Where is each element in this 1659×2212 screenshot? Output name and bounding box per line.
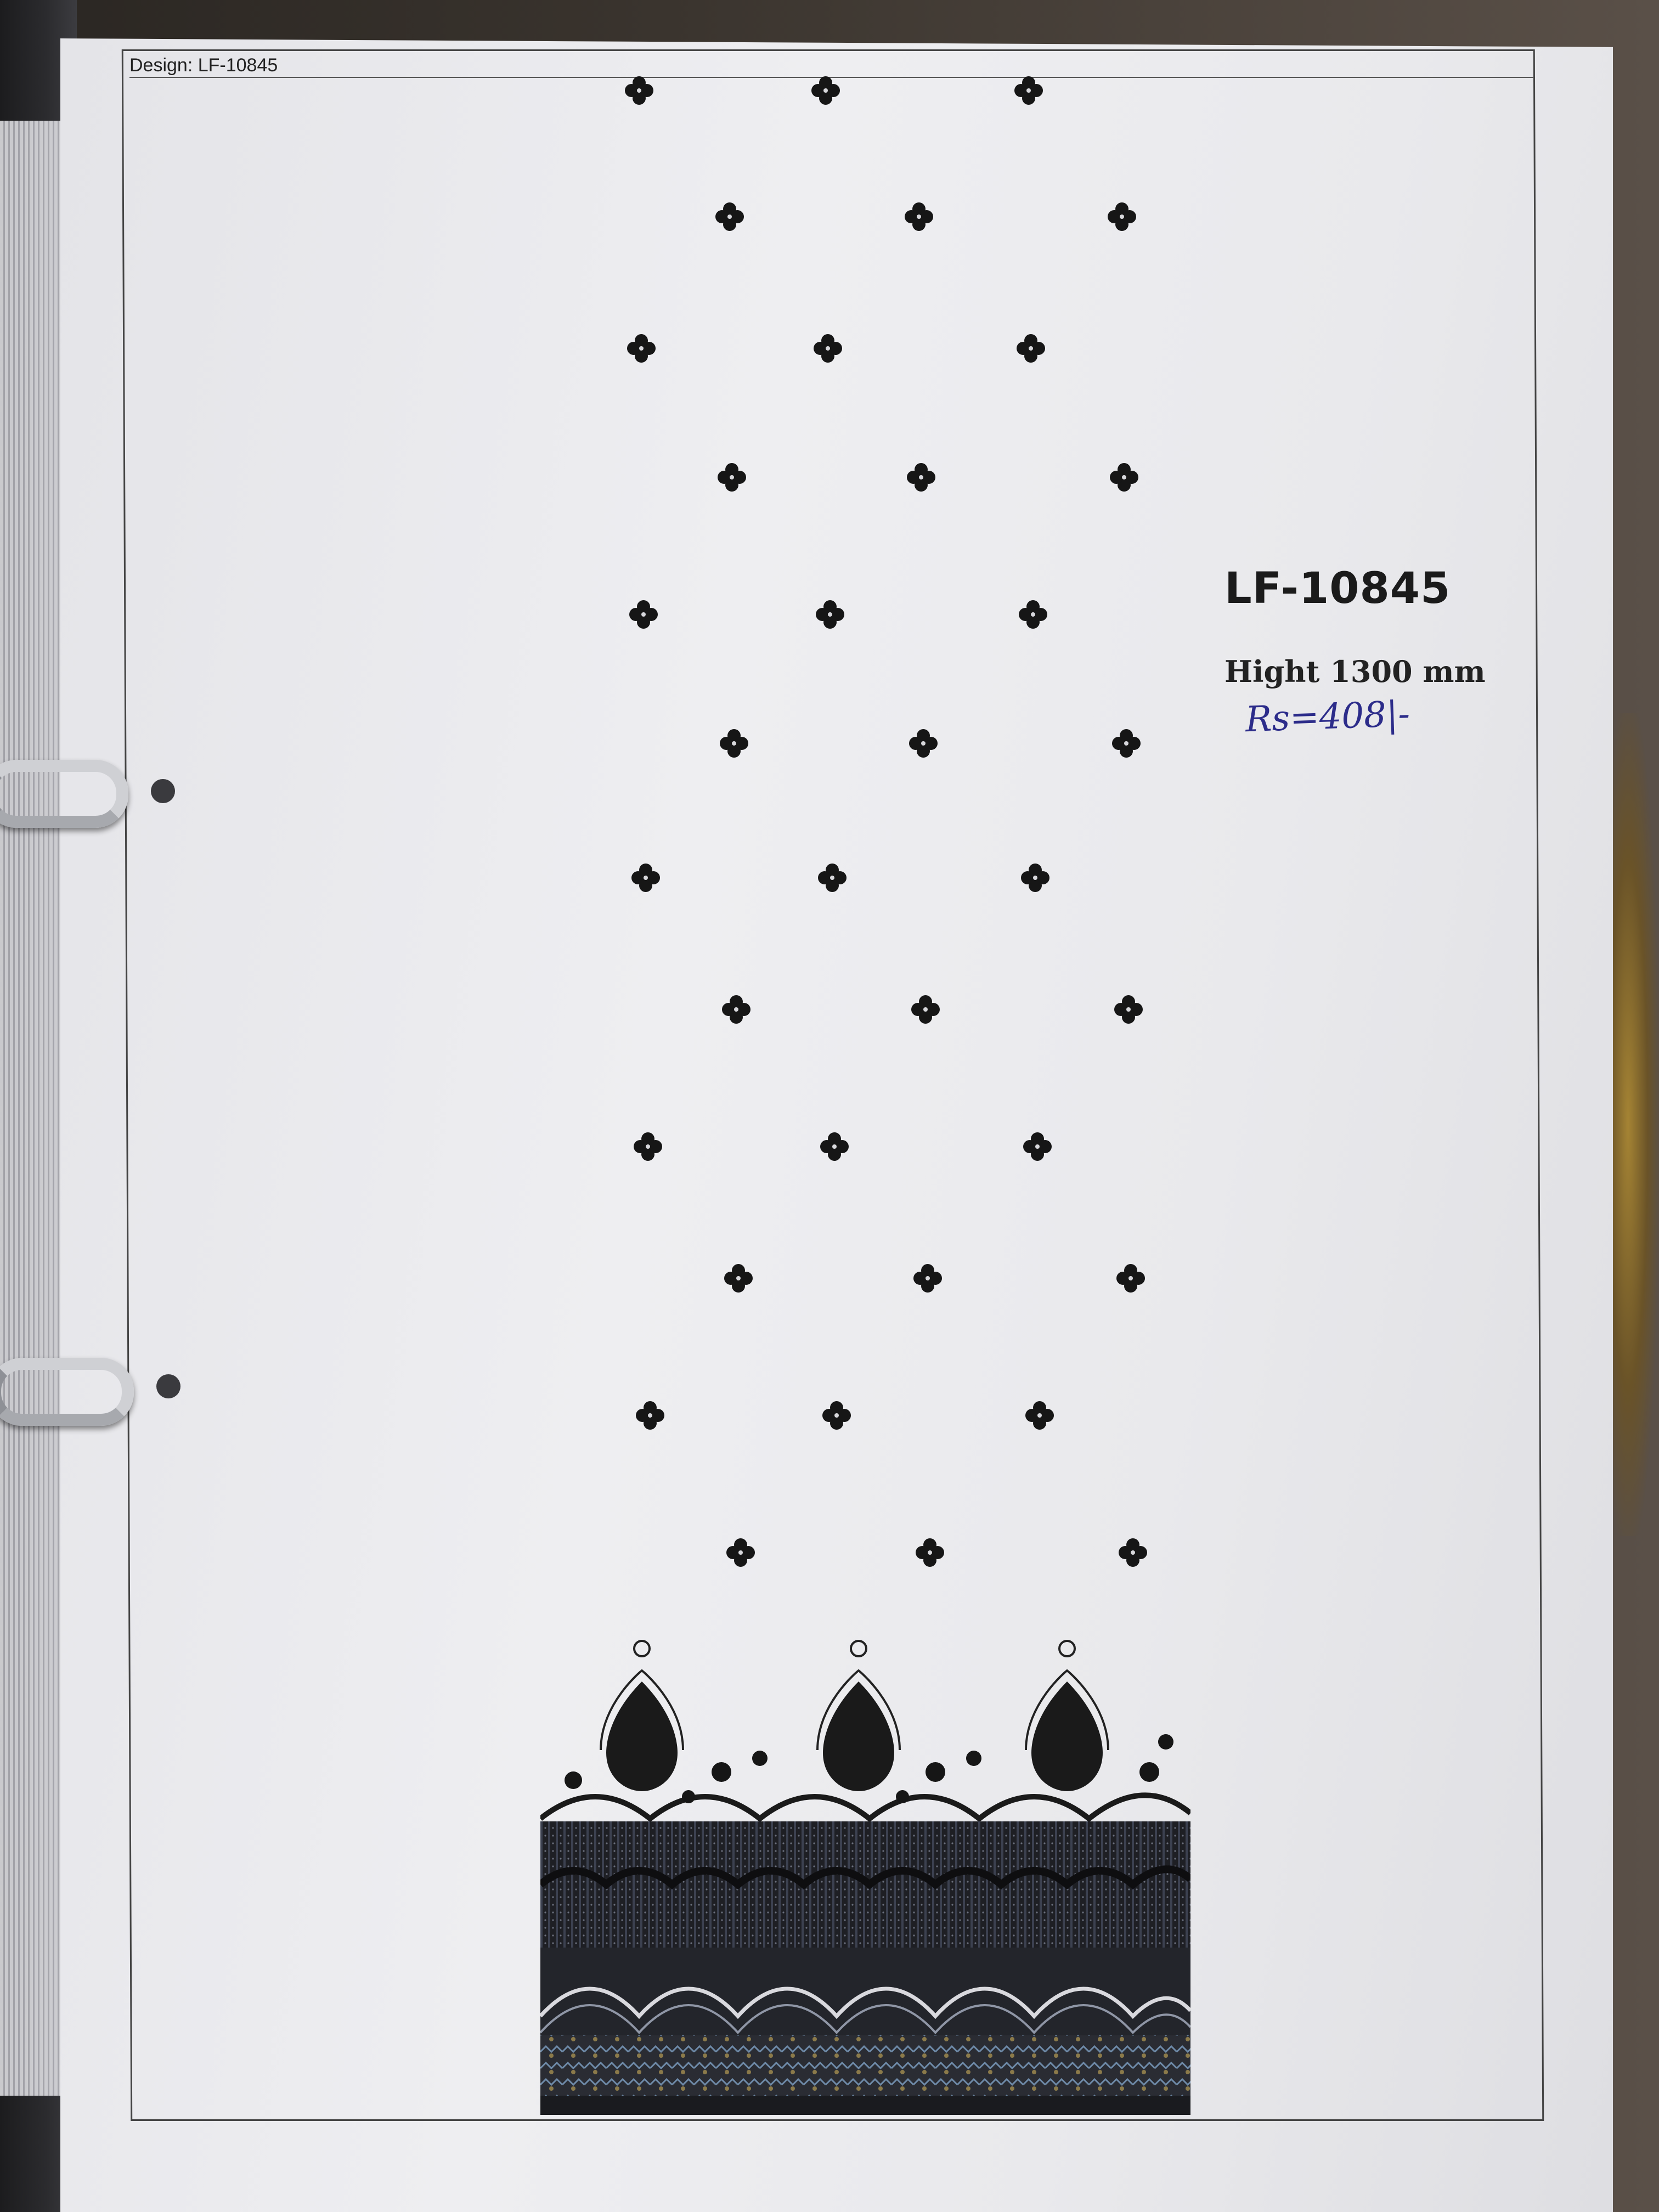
binder-ring-bottom-icon [0, 1358, 134, 1426]
flower-motif-icon [719, 728, 749, 759]
flower-motif-icon [815, 599, 845, 630]
flower-motif-icon [1020, 862, 1051, 893]
flower-motif-icon [716, 462, 747, 493]
flower-motif-icon [1113, 994, 1144, 1025]
flower-motif-icon [628, 599, 659, 630]
flower-motif-icon [906, 462, 936, 493]
flower-motif-icon [915, 1537, 945, 1568]
flower-motif-icon [1115, 1263, 1146, 1294]
flower-motif-icon [912, 1263, 943, 1294]
flower-motif-icon [1109, 462, 1139, 493]
height-spec: Hight 1300 mm [1224, 654, 1486, 689]
flower-motif-icon [624, 75, 654, 106]
flower-motif-icon [908, 728, 939, 759]
punch-hole-top [151, 779, 175, 803]
flower-motif-icon [817, 862, 848, 893]
punch-hole-bottom [156, 1374, 180, 1398]
flower-motif-icon [1015, 333, 1046, 364]
flower-motif-icon [723, 1263, 754, 1294]
design-header-bar [129, 55, 1534, 78]
flower-motif-icon [812, 333, 843, 364]
flower-motif-icon [910, 994, 941, 1025]
flower-motif-icon [721, 994, 752, 1025]
flower-motif-icon [1024, 1400, 1055, 1431]
flower-motif-icon [810, 75, 841, 106]
flower-motif-icon [626, 333, 657, 364]
flower-motif-icon [1018, 599, 1048, 630]
design-label: Design: LF-10845 [129, 55, 278, 76]
gold-tinsel [1607, 713, 1659, 1536]
flower-motif-icon [1118, 1537, 1148, 1568]
page-stack [0, 121, 66, 2096]
design-code-title: LF-10845 [1224, 564, 1451, 613]
flower-motif-icon [1107, 201, 1137, 232]
flower-motif-icon [904, 201, 934, 232]
flower-motif-icon [630, 862, 661, 893]
handwritten-price: Rs=408|- [1244, 693, 1411, 741]
flower-motif-icon [819, 1131, 850, 1162]
embroidery-border-artwork [540, 1632, 1190, 2115]
binder-ring-top-icon [0, 760, 128, 828]
flower-motif-icon [1111, 728, 1142, 759]
flower-motif-icon [1022, 1131, 1053, 1162]
flower-motif-icon [821, 1400, 852, 1431]
flower-motif-icon [725, 1537, 756, 1568]
flower-motif-icon [633, 1131, 663, 1162]
flower-motif-icon [635, 1400, 665, 1431]
flower-motif-icon [714, 201, 745, 232]
flower-motif-icon [1013, 75, 1044, 106]
